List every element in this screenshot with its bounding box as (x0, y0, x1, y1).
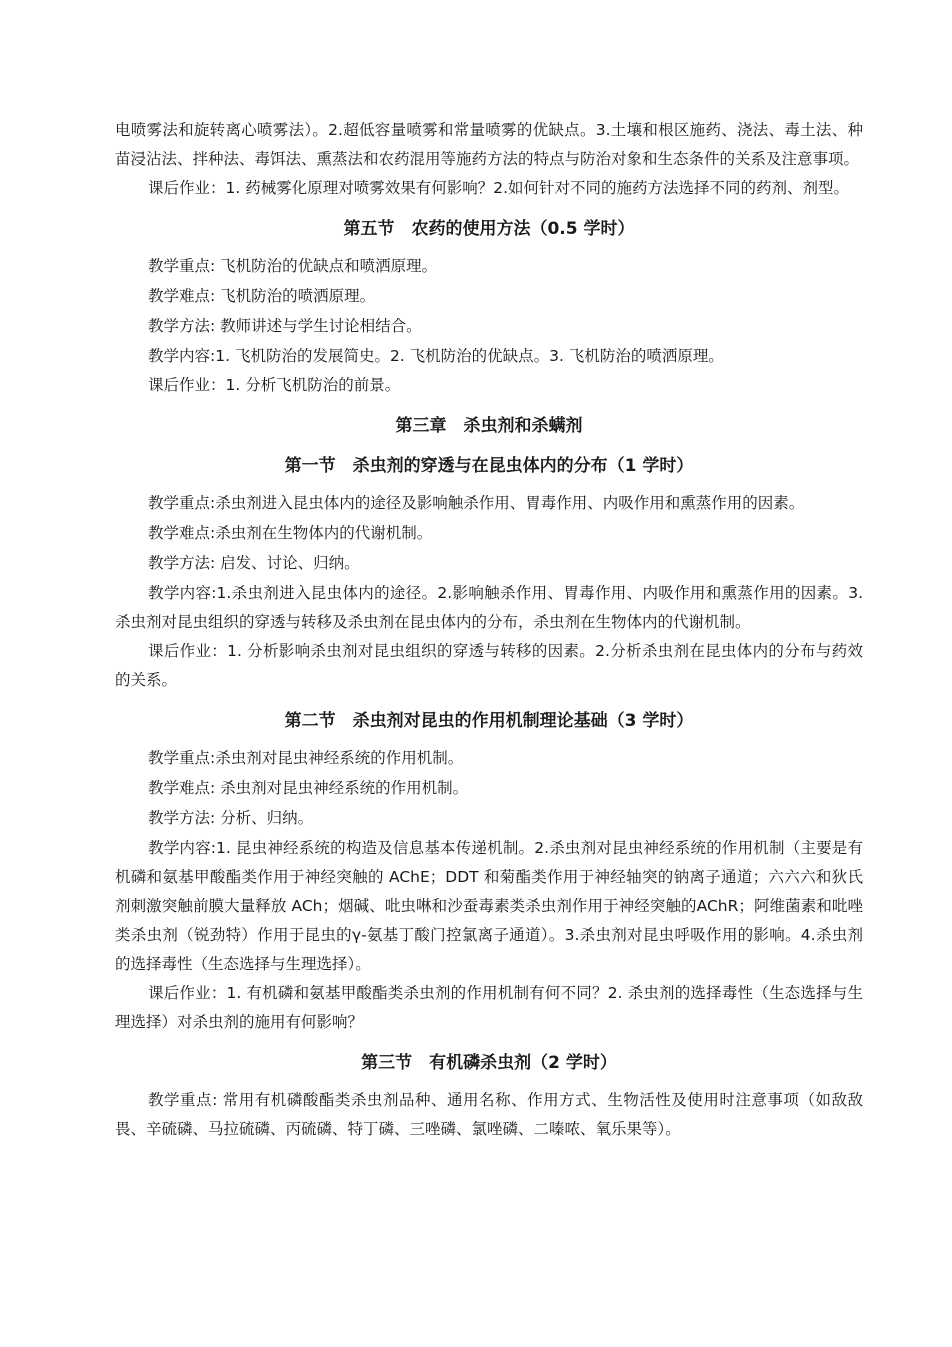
ch3-section3-key-points: 教学重点: 常用有机磷酸酯类杀虫剂品种、通用名称、作用方式、生物活性及使用时注意事项（如敌敌畏、辛硫磷、马拉硫磷、丙硫磷、特丁磷、三唑磷、氯唑磷、二嗪哝、氧乐果等）。 (115, 1091, 863, 1138)
section5-content: 教学内容:1. 飞机防治的发展简史。2. 飞机防治的优缺点。3. 飞机防治的喷洒原理。 (148, 347, 724, 365)
ch3-section2-content: 教学内容:1. 昆虫神经系统的构造及信息基本传递机制。2.杀虫剂对昆虫神经系统的作用机制（主要是有机磷和氨基甲酸酯类作用于神经突触的 AChE；DDT 和菊酯类作用于神经轴突的钠离子通道；六六六和狄氏剂刺激突触前膜大量释放 ACh；烟碱、吡虫啉和沙蚕毒素类杀虫剂作用于神经突触的AChR；阿维菌素和吡唑类杀虫剂（锐劲特）作用于昆虫的γ-氨基丁酸门控氯离子通道）。3.杀虫剂对昆虫呼吸作用的影响。4.杀虫剂的选择毒性（生态选择与生理选择）。 (115, 839, 863, 973)
ch3-section1-content: 教学内容:1.杀虫剂进入昆虫体内的途径。2.影响触杀作用、胃毒作用、内吸作用和熏蒸作用的因素。3. 杀虫剂对昆虫组织的穿透与转移及杀虫剂在昆虫体内的分布，杀虫剂在生物体内的代谢机制。 (115, 584, 863, 631)
chapter3-heading: 第三章 杀虫剂和杀螨剂 (395, 416, 583, 436)
section5-methods: 教学方法: 教师讲述与学生讨论相结合。 (148, 317, 422, 335)
ch3-section2-heading: 第二节 杀虫剂对昆虫的作用机制理论基础（3 学时） (284, 711, 694, 731)
ch3-section1-key-points: 教学重点:杀虫剂进入昆虫体内的途径及影响触杀作用、胃毒作用、内吸作用和熏蒸作用的因素。 (148, 494, 805, 512)
section5-key-points: 教学重点: 飞机防治的优缺点和喷洒原理。 (148, 257, 438, 275)
ch3-section1-methods: 教学方法: 启发、讨论、归纳。 (148, 554, 360, 572)
section5-homework: 课后作业：1. 分析飞机防治的前景。 (148, 376, 401, 394)
ch3-section2-methods: 教学方法: 分析、归纳。 (148, 809, 314, 827)
intro-homework: 课后作业：1. 药械雾化原理对喷雾效果有何影响？2.如何针对不同的施药方法选择不同的药剂、剂型。 (148, 179, 850, 197)
intro-paragraph: 电喷雾法和旋转离心喷雾法）。2.超低容量喷雾和常量喷雾的优缺点。3.土壤和根区施药、浇法、毒土法、种苗浸沾法、拌种法、毒饵法、熏蒸法和农药混用等施药方法的特点与防治对象和生态条件的关系及注意事项。 (115, 121, 863, 168)
document-page (115, 116, 863, 1144)
ch3-section2-homework: 课后作业：1. 有机磷和氨基甲酸酯类杀虫剂的作用机制有何不同？2. 杀虫剂的选择毒性（生态选择与生理选择）对杀虫剂的施用有何影响？ (115, 984, 863, 1031)
section5-heading: 第五节 农药的使用方法（0.5 学时） (343, 219, 635, 239)
ch3-section1-homework: 课后作业：1. 分析影响杀虫剂对昆虫组织的穿透与转移的因素。2.分析杀虫剂在昆虫体内的分布与药效的关系。 (115, 642, 863, 689)
section5-difficulties: 教学难点: 飞机防治的喷洒原理。 (148, 287, 376, 305)
ch3-section1-difficulties: 教学难点:杀虫剂在生物体内的代谢机制。 (148, 524, 433, 542)
ch3-section1-heading: 第一节 杀虫剂的穿透与在昆虫体内的分布（1 学时） (284, 456, 694, 476)
ch3-section3-heading: 第三节 有机磷杀虫剂（2 学时） (361, 1053, 617, 1073)
ch3-section2-difficulties: 教学难点: 杀虫剂对昆虫神经系统的作用机制。 (148, 779, 469, 797)
ch3-section2-key-points: 教学重点:杀虫剂对昆虫神经系统的作用机制。 (148, 749, 464, 767)
